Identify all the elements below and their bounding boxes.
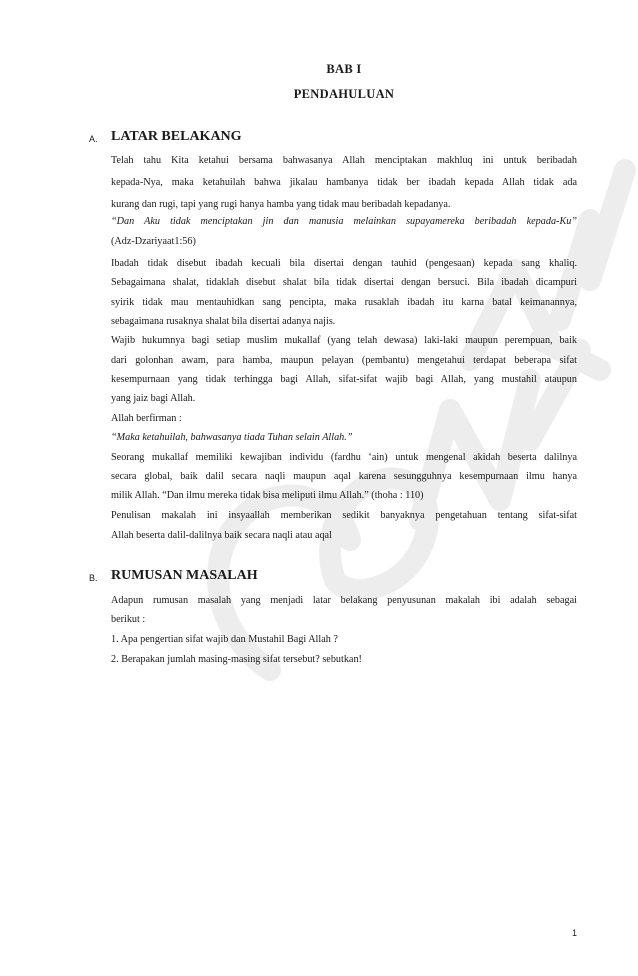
paragraph-line: yang jaiz bagi Allah. xyxy=(111,393,196,404)
paragraph-line: Sebagaimana shalat, tidaklah disebut shalat bila tidak disertai dengan bersuci. Bila ibadah dicampuri xyxy=(111,277,577,288)
paragraph-line: Telah tahu Kita ketahui bersama bahwasanya Allah menciptakan makhluq ini untuk beribadah xyxy=(111,155,577,166)
paragraph-line: kurang dan rugi, tapi yang rugi hanya hamba yang tidak mau beribadah kepadanya. xyxy=(111,199,451,210)
section-a-title: LATAR BELAKANG xyxy=(111,129,242,144)
paragraph-line: milik Allah. “Dan ilmu mereka tidak bisa meliputi ilmu Allah.” (thoha : 110) xyxy=(111,490,424,501)
chapter-number: BAB I xyxy=(326,62,362,76)
section-b-title: RUMUSAN MASALAH xyxy=(111,568,258,583)
section-a-label: A. xyxy=(89,134,98,144)
section-b-label: B. xyxy=(89,573,98,583)
list-item: 2. Berapakan jumlah masing-masing sifat tersebut? sebutkan! xyxy=(111,654,362,665)
paragraph-line: kepada-Nya, maka ketahuilah bahwa jikalau hambanya tidak ber ibadah kepada Allah tidak ada xyxy=(111,177,577,188)
list-item: 1. Apa pengertian sifat wajib dan Mustahil Bagi Allah ? xyxy=(111,634,338,645)
paragraph-line: Allah berfirman : xyxy=(111,413,182,424)
paragraph-line: secara global, baik dalil secara naqli maupun aqal karena sesungguhnya kesempurnaan ilmu hanya xyxy=(111,471,577,482)
paragraph-line: berikut : xyxy=(111,614,146,625)
paragraph-line: syirik tidak mau mentauhidkan sang pencipta, maka rusaklah ibadah itu karna batal keimanannya, xyxy=(111,297,577,308)
paragraph-line: Allah beserta dalil-dalilnya baik secara naqli atau aqal xyxy=(111,530,332,541)
quote-line: “Maka ketahuilah, bahwasanya tiada Tuhan selain Allah.” xyxy=(111,432,353,443)
paragraph-line: sebagaimana rusaknya shalat bila disertai adanya najis. xyxy=(111,316,336,327)
paragraph-line: Seorang mukallaf memiliki kewajiban individu (fardhu ‘ain) untuk mengenal akidah beserta dalilnya xyxy=(111,452,577,463)
page-number: 1 xyxy=(572,928,578,938)
paragraph-line: Ibadah tidak disebut ibadah kecuali bila disertai dengan tauhid (pengesaan) kepada sang khaliq. xyxy=(111,258,577,269)
quote-reference: (Adz-Dzariyaat1:56) xyxy=(111,236,196,247)
quote-line: “Dan Aku tidak menciptakan jin dan manusia melainkan supayamereka beribadah kepada-Ku” xyxy=(111,216,577,227)
paragraph-line: Adapun rumusan masalah yang menjadi latar belakang penyusunan makalah ibi adalah sebagai xyxy=(111,595,577,606)
chapter-title: PENDAHULUAN xyxy=(293,87,395,101)
paragraph-line: Penulisan makalah ini insyaallah memberikan sedikit banyaknya pengetahuan tentang sifat-sifat xyxy=(111,510,577,521)
paragraph-line: dari golonhan awam, para hamba, maupun pelayan (pembantu) mengetahui terdapat beberapa sifat xyxy=(111,355,577,366)
paragraph-line: Wajib hukumnya bagi setiap muslim mukallaf (yang telah dewasa) laki-laki maupun perempuan, baik xyxy=(111,335,577,346)
paragraph-line: kesempurnaan yang tidak terhingga bagi Allah, sifat-sifat wajib bagi Allah, yang mustahil ataupun xyxy=(111,374,577,385)
